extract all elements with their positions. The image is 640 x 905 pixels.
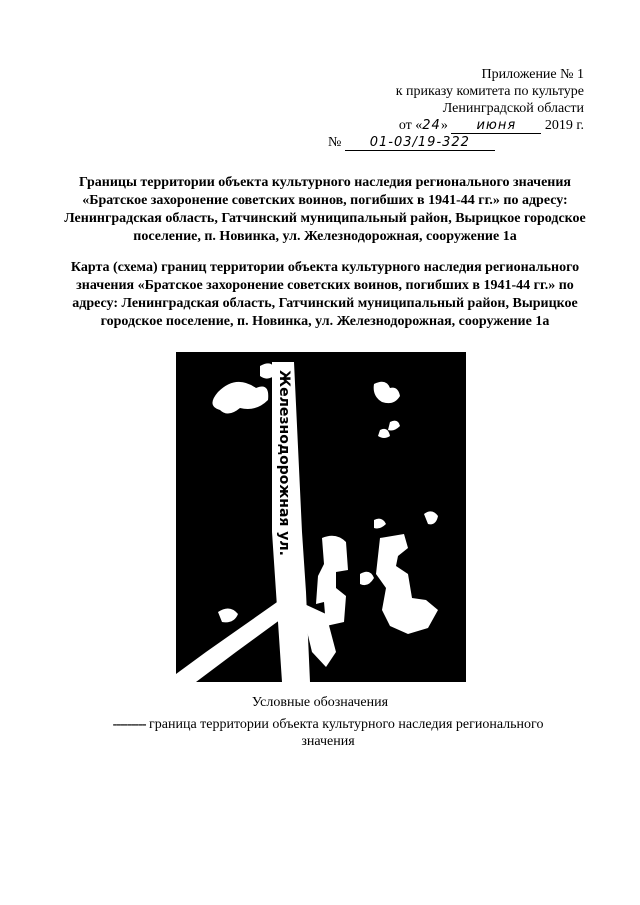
order-date — [284, 117, 584, 134]
tree-blob-6 — [378, 429, 390, 438]
number-prefix: № — [328, 135, 342, 150]
map-image — [176, 352, 466, 682]
boundary-map — [176, 352, 466, 682]
date-mid: » — [440, 118, 448, 133]
tree-blob-1 — [212, 382, 268, 414]
document-title: Границы территории объекта культурного наследия регионального значения «Братское захоронение советских воинов, погибших в 1941-44 гг.» по адресу: Ленинградская область, Гатчинский муниципальный район, Вырицкое городское поселение, п. Новинка, ул. Железнодорожная, сооружение 1а — [64, 175, 586, 244]
tree-blob-4 — [374, 382, 400, 403]
tree-blob-5 — [388, 421, 400, 431]
legend-description: граница территории объекта культурного наследия регионального значения — [149, 717, 544, 749]
tree-blob-8 — [374, 519, 386, 529]
number-value: 01-03/19-322 — [345, 136, 495, 151]
tree-blob-7 — [424, 511, 438, 524]
right-blob-9 — [360, 572, 374, 585]
legend-title: Условные обозначения — [251, 695, 389, 710]
legend-item — [88, 716, 568, 750]
appendix-header — [284, 66, 584, 151]
order-number — [284, 134, 584, 151]
appendix-line-1: Приложение № 1 — [481, 67, 584, 82]
tree-blob-3 — [218, 608, 238, 622]
map-caption: Карта (схема) границ территории объекта культурного наследия регионального значения «Братское захоронение советских воинов, погибших в 1941-44 гг.» по адресу: Ленинградская область, Гатчинский муниципальный район, Вырицкое городское поселение, п. Новинка, ул. Железнодорожная, сооружение 1а — [70, 260, 580, 329]
right-building-cluster — [376, 534, 438, 634]
date-prefix: от « — [398, 118, 423, 133]
date-day: 24 — [422, 118, 441, 133]
appendix-line-3: Ленинградской области — [442, 101, 584, 116]
date-year: 2019 г. — [544, 118, 584, 133]
boundary-dash-symbol: --------- — [112, 717, 146, 732]
street-label: Железнодорожная ул. — [276, 370, 292, 556]
date-month: июня — [451, 119, 541, 134]
appendix-line-2: к приказу комитета по культуре — [395, 84, 584, 99]
